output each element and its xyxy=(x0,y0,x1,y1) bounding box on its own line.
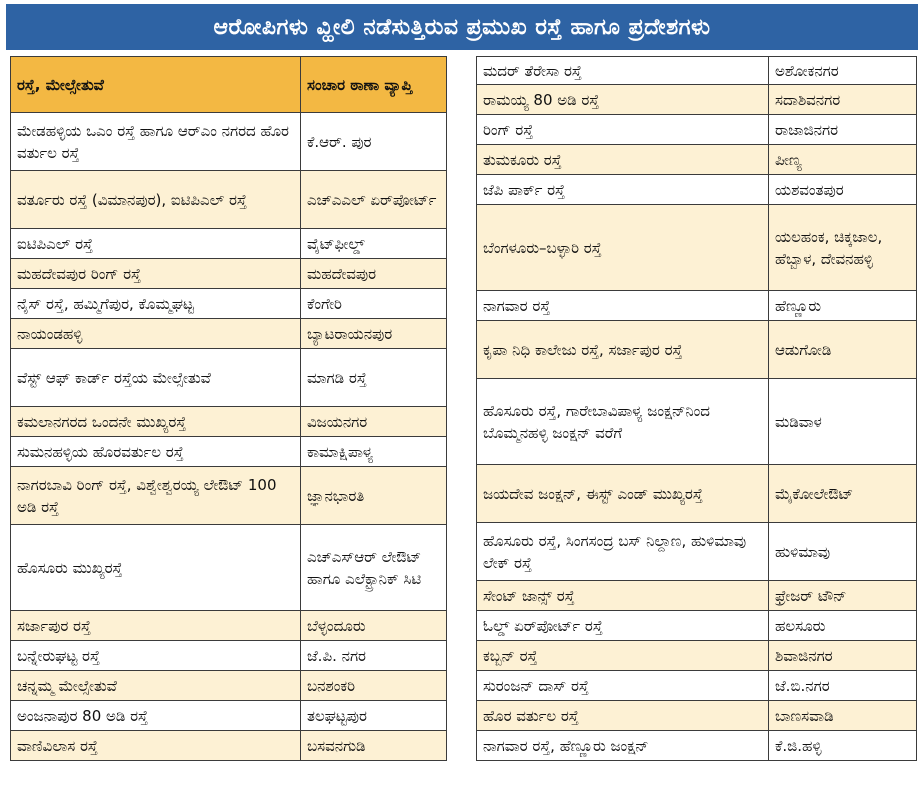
road-cell: ಸರ್ಜಾಪುರ ರಸ್ತೆ xyxy=(11,611,301,641)
road-cell: ನೈಸ್ ರಸ್ತೆ, ಹಮ್ಮಿಗೆಪುರ, ಕೊಮ್ಮಘಟ್ಟ xyxy=(11,289,301,319)
road-cell: ಮದರ್ ತೆರೇಸಾ ರಸ್ತೆ xyxy=(477,57,769,85)
area-cell: ಕೆ.ಆರ್. ಪುರ xyxy=(301,113,447,171)
road-cell: ಕಮಲಾನಗರದ ಒಂದನೇ ಮುಖ್ಯರಸ್ತೆ xyxy=(11,407,301,437)
area-cell: ಹಲಸೂರು xyxy=(769,611,917,641)
table-row xyxy=(11,171,447,229)
road-cell: ರಾಮಯ್ಯ 80 ಅಡಿ ರಸ್ತೆ xyxy=(477,85,769,115)
table-row xyxy=(477,611,917,641)
page-title-banner xyxy=(6,4,918,50)
table-row xyxy=(11,525,447,611)
area-cell: ಕೆ.ಜಿ.ಹಳ್ಳಿ xyxy=(769,731,917,761)
table-row xyxy=(11,113,447,171)
road-cell: ಜಯದೇವ ಜಂಕ್ಷನ್, ಈಸ್ಟ್ ಎಂಡ್ ಮುಖ್ಯರಸ್ತೆ xyxy=(477,465,769,523)
road-cell: ಸುಮನಹಳ್ಳಿಯ ಹೊರವರ್ತುಲ ರಸ್ತೆ xyxy=(11,437,301,467)
area-cell: ಜೆ.ಬಿ.ನಗರ xyxy=(769,671,917,701)
road-cell: ಹೊರ ವರ್ತುಲ ರಸ್ತೆ xyxy=(477,701,769,731)
area-cell: ಸದಾಶಿವನಗರ xyxy=(769,85,917,115)
table-row xyxy=(477,321,917,379)
table-row xyxy=(11,229,447,259)
area-cell: ವಿಜಯನಗರ xyxy=(301,407,447,437)
table-row xyxy=(11,437,447,467)
road-cell: ಸುರಂಜನ್ ದಾಸ್ ರಸ್ತೆ xyxy=(477,671,769,701)
road-cell: ಜೆಪಿ ಪಾರ್ಕ್ ರಸ್ತೆ xyxy=(477,175,769,205)
road-cell: ವಾಣಿವಿಲಾಸ ರಸ್ತೆ xyxy=(11,731,301,761)
road-cell: ಚನ್ನಮ್ಮ ಮೇಲ್ಸೇತುವೆ xyxy=(11,671,301,701)
table-row xyxy=(11,407,447,437)
road-cell: ಸೇಂಟ್ ಜಾನ್ಸ್ ರಸ್ತೆ xyxy=(477,581,769,611)
area-cell: ಎಚ್‌ಎಎಲ್ ಏರ್‌ಪೋರ್ಟ್ xyxy=(301,171,447,229)
header-road: ರಸ್ತೆ, ಮೇಲ್ಸೇತುವೆ xyxy=(11,57,301,113)
area-cell: ಯಶವಂತಪುರ xyxy=(769,175,917,205)
area-cell: ಫ್ರೇಜರ್ ಟೌನ್ xyxy=(769,581,917,611)
table-row xyxy=(11,701,447,731)
road-cell: ಐಟಿಪಿಎಲ್ ರಸ್ತೆ xyxy=(11,229,301,259)
table-row xyxy=(11,349,447,407)
area-cell: ಹೆಣ್ಣೂರು xyxy=(769,291,917,321)
left-table xyxy=(10,56,447,761)
area-cell: ಎಚ್‌ಎಸ್‌ಆರ್ ಲೇಔಟ್ ಹಾಗೂ ಎಲೆಕ್ಟ್ರಾನಿಕ್ ಸಿಟಿ xyxy=(301,525,447,611)
right-table xyxy=(476,56,917,761)
area-cell: ರಾಜಾಜಿನಗರ xyxy=(769,115,917,145)
table-row xyxy=(477,523,917,581)
table-row xyxy=(477,641,917,671)
table-row xyxy=(477,115,917,145)
road-cell: ಕಬ್ಬನ್ ರಸ್ತೆ xyxy=(477,641,769,671)
area-cell: ಮೈಕೋಲೇಔಟ್ xyxy=(769,465,917,523)
road-cell: ನಾಯಂಡಹಳ್ಳಿ xyxy=(11,319,301,349)
area-cell: ಜೆ.ಪಿ. ನಗರ xyxy=(301,641,447,671)
table-row xyxy=(477,175,917,205)
area-cell: ಮಾಗಡಿ ರಸ್ತೆ xyxy=(301,349,447,407)
table-header-row xyxy=(11,57,447,113)
table-row xyxy=(477,205,917,291)
table-row xyxy=(11,641,447,671)
road-cell: ವರ್ತೂರು ರಸ್ತೆ (ವಿಮಾನಪುರ), ಐಟಿಪಿಎಲ್ ರಸ್ತೆ xyxy=(11,171,301,229)
road-cell: ವೆಸ್ಟ್ ಆಫ್ ಕಾರ್ಡ್ ರಸ್ತೆಯ ಮೇಲ್ಸೇತುವೆ xyxy=(11,349,301,407)
road-cell: ಕೃಪಾ ನಿಧಿ ಕಾಲೇಜು ರಸ್ತೆ, ಸರ್ಜಾಪುರ ರಸ್ತೆ xyxy=(477,321,769,379)
table-row xyxy=(11,731,447,761)
area-cell: ಬಾಣಸವಾಡಿ xyxy=(769,701,917,731)
road-cell: ಬನ್ನೇರುಘಟ್ಟ ರಸ್ತೆ xyxy=(11,641,301,671)
area-cell: ಮಡಿವಾಳ xyxy=(769,379,917,465)
road-cell: ಮಹದೇವಪುರ ರಿಂಗ್ ರಸ್ತೆ xyxy=(11,259,301,289)
road-cell: ರಿಂಗ್ ರಸ್ತೆ xyxy=(477,115,769,145)
road-cell: ಹೊಸೂರು ಮುಖ್ಯರಸ್ತೆ xyxy=(11,525,301,611)
area-cell: ಮಹದೇವಪುರ xyxy=(301,259,447,289)
area-cell: ಬೆಳ್ಳಂದೂರು xyxy=(301,611,447,641)
road-cell: ಮೇಡಹಳ್ಳಿಯ ಒಎಂ ರಸ್ತೆ ಹಾಗೂ ಆರ್‌ಎಂ ನಗರದ ಹೊರ ವರ್ತುಲ ರಸ್ತೆ xyxy=(11,113,301,171)
table-row xyxy=(11,671,447,701)
area-cell: ಕೆಂಗೇರಿ xyxy=(301,289,447,319)
area-cell: ಬಸವನಗುಡಿ xyxy=(301,731,447,761)
area-cell: ವೈಟ್‌ಫೀಲ್ಡ್ xyxy=(301,229,447,259)
header-area: ಸಂಚಾರ ಠಾಣಾ ವ್ಯಾಪ್ತಿ xyxy=(301,57,447,113)
table-row xyxy=(477,145,917,175)
table-row xyxy=(11,289,447,319)
area-cell: ಅಶೋಕನಗರ xyxy=(769,57,917,85)
table-row xyxy=(477,581,917,611)
table-row xyxy=(477,701,917,731)
area-cell: ಬನಶಂಕರಿ xyxy=(301,671,447,701)
table-row xyxy=(11,611,447,641)
table-row xyxy=(477,731,917,761)
table-row xyxy=(11,259,447,289)
road-cell: ಹೊಸೂರು ರಸ್ತೆ, ಗಾರೇಬಾವಿಪಾಳ್ಯ ಜಂಕ್ಷನ್‌ನಿಂದ ಬೊಮ್ಮನಹಳ್ಳಿ ಜಂಕ್ಷನ್ ವರೆಗೆ xyxy=(477,379,769,465)
area-cell: ಆಡುಗೋಡಿ xyxy=(769,321,917,379)
table-row xyxy=(477,379,917,465)
table-row xyxy=(477,671,917,701)
road-cell: ಓಲ್ಡ್ ಏರ್‌ಪೋರ್ಟ್ ರಸ್ತೆ xyxy=(477,611,769,641)
area-cell: ಶಿವಾಜಿನಗರ xyxy=(769,641,917,671)
road-cell: ನಾಗರಬಾವಿ ರಿಂಗ್ ರಸ್ತೆ, ವಿಶ್ವೇಶ್ವರಯ್ಯ ಲೇಔಟ್ 100 ಅಡಿ ರಸ್ತೆ xyxy=(11,467,301,525)
road-cell: ನಾಗವಾರ ರಸ್ತೆ, ಹೆಣ್ಣೂರು ಜಂಕ್ಷನ್ xyxy=(477,731,769,761)
area-cell: ಪೀಣ್ಯ xyxy=(769,145,917,175)
road-cell: ಅಂಜನಾಪುರ 80 ಅಡಿ ರಸ್ತೆ xyxy=(11,701,301,731)
area-cell: ಜ್ಞಾನಭಾರತಿ xyxy=(301,467,447,525)
table-row xyxy=(477,85,917,115)
table-row xyxy=(477,291,917,321)
area-cell: ಹುಳಿಮಾವು xyxy=(769,523,917,581)
area-cell: ಯಲಹಂಕ, ಚಿಕ್ಕಜಾಲ, ಹೆಬ್ಬಾಳ, ದೇವನಹಳ್ಳಿ xyxy=(769,205,917,291)
road-cell: ಬೆಂಗಳೂರು–ಬಳ್ಳಾರಿ ರಸ್ತೆ xyxy=(477,205,769,291)
area-cell: ಕಾಮಾಕ್ಷಿಪಾಳ್ಯ xyxy=(301,437,447,467)
page-title: ಆರೋಪಿಗಳು ವ್ಹೀಲಿ ನಡೆಸುತ್ತಿರುವ ಪ್ರಮುಖ ರಸ್ತೆ ಹಾಗೂ ಪ್ರದೇಶಗಳು xyxy=(213,14,711,40)
table-row xyxy=(11,467,447,525)
table-row xyxy=(477,57,917,85)
area-cell: ಬ್ಯಾಟರಾಯನಪುರ xyxy=(301,319,447,349)
road-cell: ಹೊಸೂರು ರಸ್ತೆ, ಸಿಂಗಸಂದ್ರ ಬಸ್ ನಿಲ್ದಾಣ, ಹುಳಿಮಾವು ಲೇಕ್ ರಸ್ತೆ xyxy=(477,523,769,581)
road-cell: ನಾಗವಾರ ರಸ್ತೆ xyxy=(477,291,769,321)
table-row xyxy=(477,465,917,523)
table-row xyxy=(11,319,447,349)
road-cell: ತುಮಕೂರು ರಸ್ತೆ xyxy=(477,145,769,175)
area-cell: ತಲಘಟ್ಟಪುರ xyxy=(301,701,447,731)
